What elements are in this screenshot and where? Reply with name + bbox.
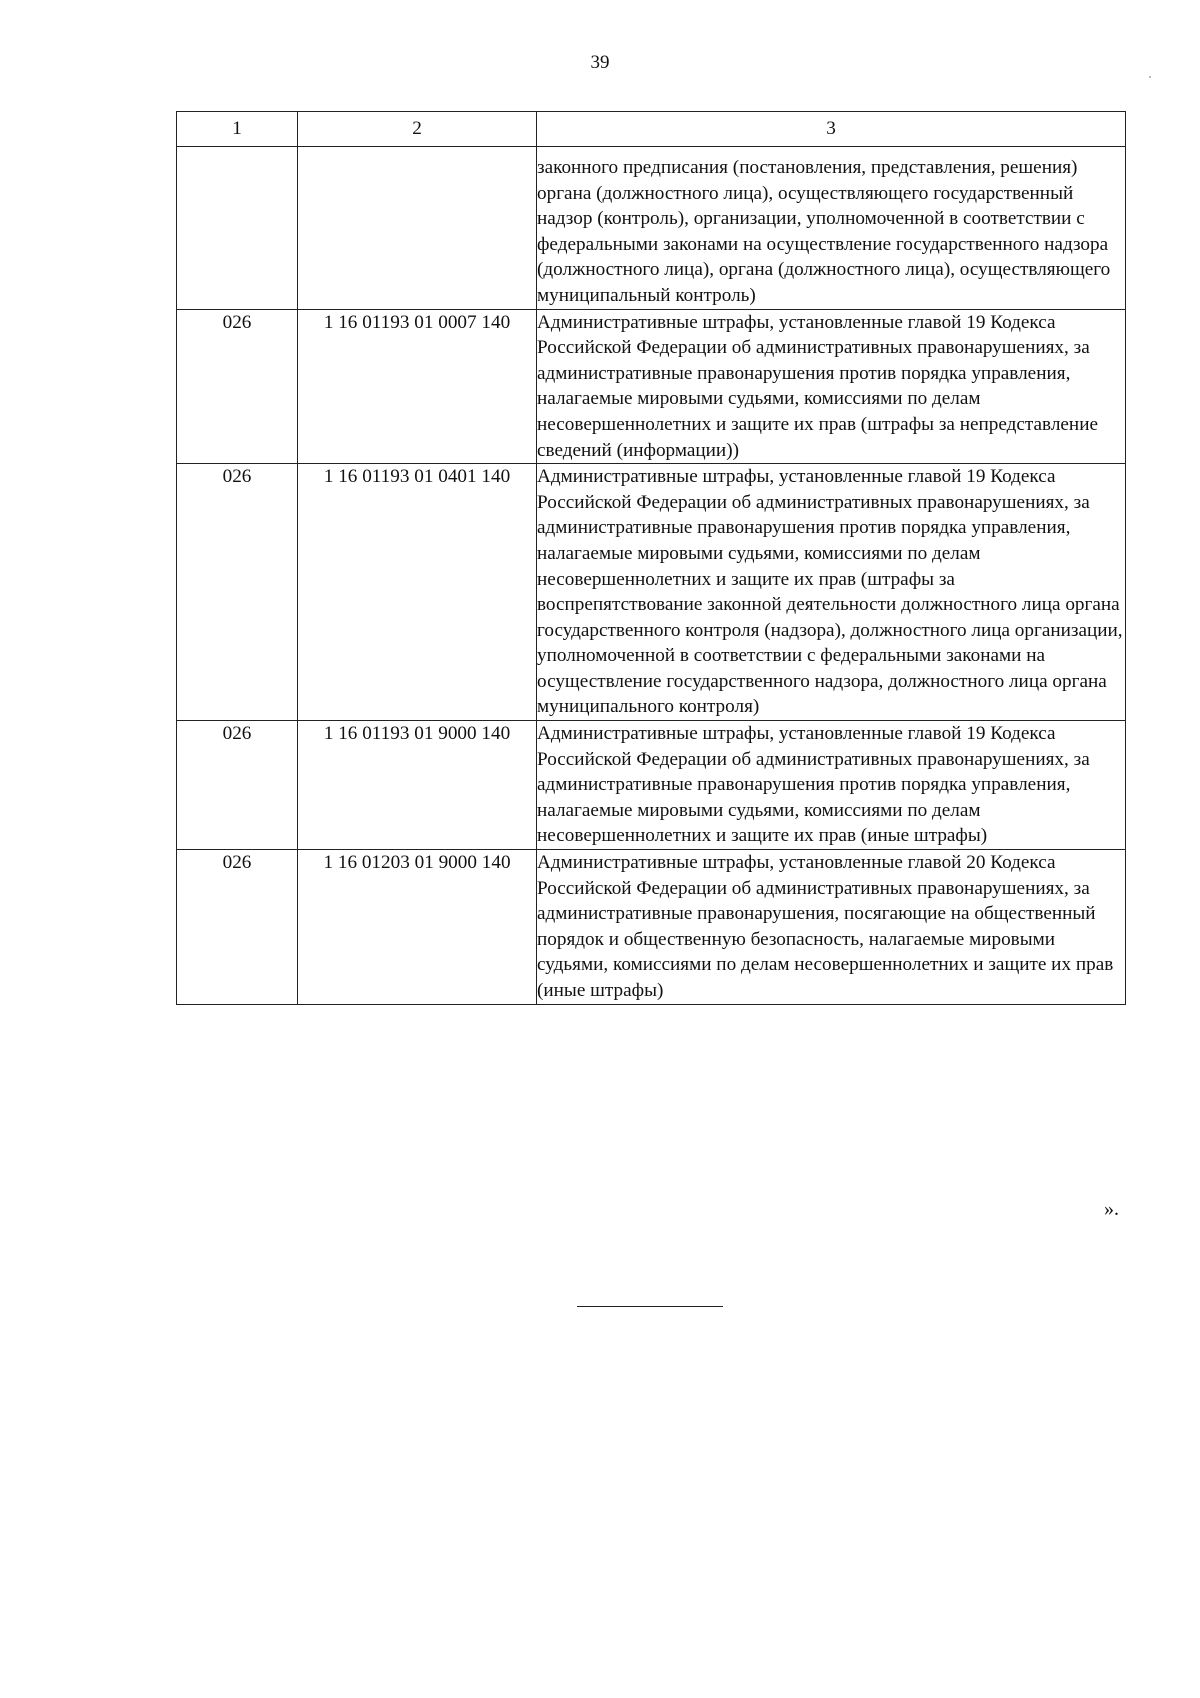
page-number: 39	[590, 52, 610, 73]
description-cell-continued: законного предписания (постановления, представления, решения) органа (должностного лица), осуществляющего государственный надзор (контроль), организации, уполномоченной в соответствии с федеральными законами на осуществление государственного надзора (должностного лица), органа (должностного лица), осуществляющего муниципальный контроль)	[537, 147, 1126, 310]
code-cell: 1 16 01203 01 9000 140	[298, 850, 537, 1005]
column-header-1: 1	[177, 112, 298, 147]
chapter-cell: 026	[177, 309, 298, 464]
description-cell: Административные штрафы, установленные главой 19 Кодекса Российской Федерации об административных правонарушениях, за административные правонарушения против порядка управления, налагаемые мировыми судьями, комиссиями по делам несовершеннолетних и защите их прав (штрафы за воспрепятствование законной деятельности должностного лица органа государственного контроля (надзора), должностного лица организации, уполномоченной в соответствии с федеральными законами на осуществление государственного надзора, должностного лица органа муниципального контроля)	[537, 464, 1126, 721]
header-row	[177, 112, 1126, 147]
code-cell: 1 16 01193 01 0401 140	[298, 464, 537, 721]
table-row	[177, 721, 1126, 850]
end-separator-line	[577, 1306, 723, 1307]
code-cell: 1 16 01193 01 0007 140	[298, 309, 537, 464]
description-cell: Административные штрафы, установленные главой 19 Кодекса Российской Федерации об административных правонарушениях, за административные правонарушения против порядка управления, налагаемые мировыми судьями, комиссиями по делам несовершеннолетних и защите их прав (иные штрафы)	[537, 721, 1126, 850]
code-cell-empty	[298, 147, 537, 310]
column-header-2: 2	[298, 112, 537, 147]
chapter-cell-empty	[177, 147, 298, 310]
chapter-cell: 026	[177, 721, 298, 850]
table-row	[177, 309, 1126, 464]
chapter-cell: 026	[177, 850, 298, 1005]
closing-quote-mark: ».	[1104, 1198, 1119, 1220]
description-cell: Административные штрафы, установленные главой 19 Кодекса Российской Федерации об административных правонарушениях, за административные правонарушения против порядка управления, налагаемые мировыми судьями, комиссиями по делам несовершеннолетних и защите их прав (штрафы за непредставление сведений (информации))	[537, 309, 1126, 464]
budget-codes-table	[176, 111, 1126, 1005]
column-header-3: 3	[537, 112, 1126, 147]
table-row	[177, 850, 1126, 1005]
description-cell: Административные штрафы, установленные главой 20 Кодекса Российской Федерации об административных правонарушениях, за административные правонарушения, посягающие на общественный порядок и общественную безопасность, налагаемые мировыми судьями, комиссиями по делам несовершеннолетних и защите их прав (иные штрафы)	[537, 850, 1126, 1005]
table-row-continued	[177, 147, 1126, 310]
chapter-cell: 026	[177, 464, 298, 721]
code-cell: 1 16 01193 01 9000 140	[298, 721, 537, 850]
scan-speck	[1149, 76, 1151, 78]
table-row	[177, 464, 1126, 721]
